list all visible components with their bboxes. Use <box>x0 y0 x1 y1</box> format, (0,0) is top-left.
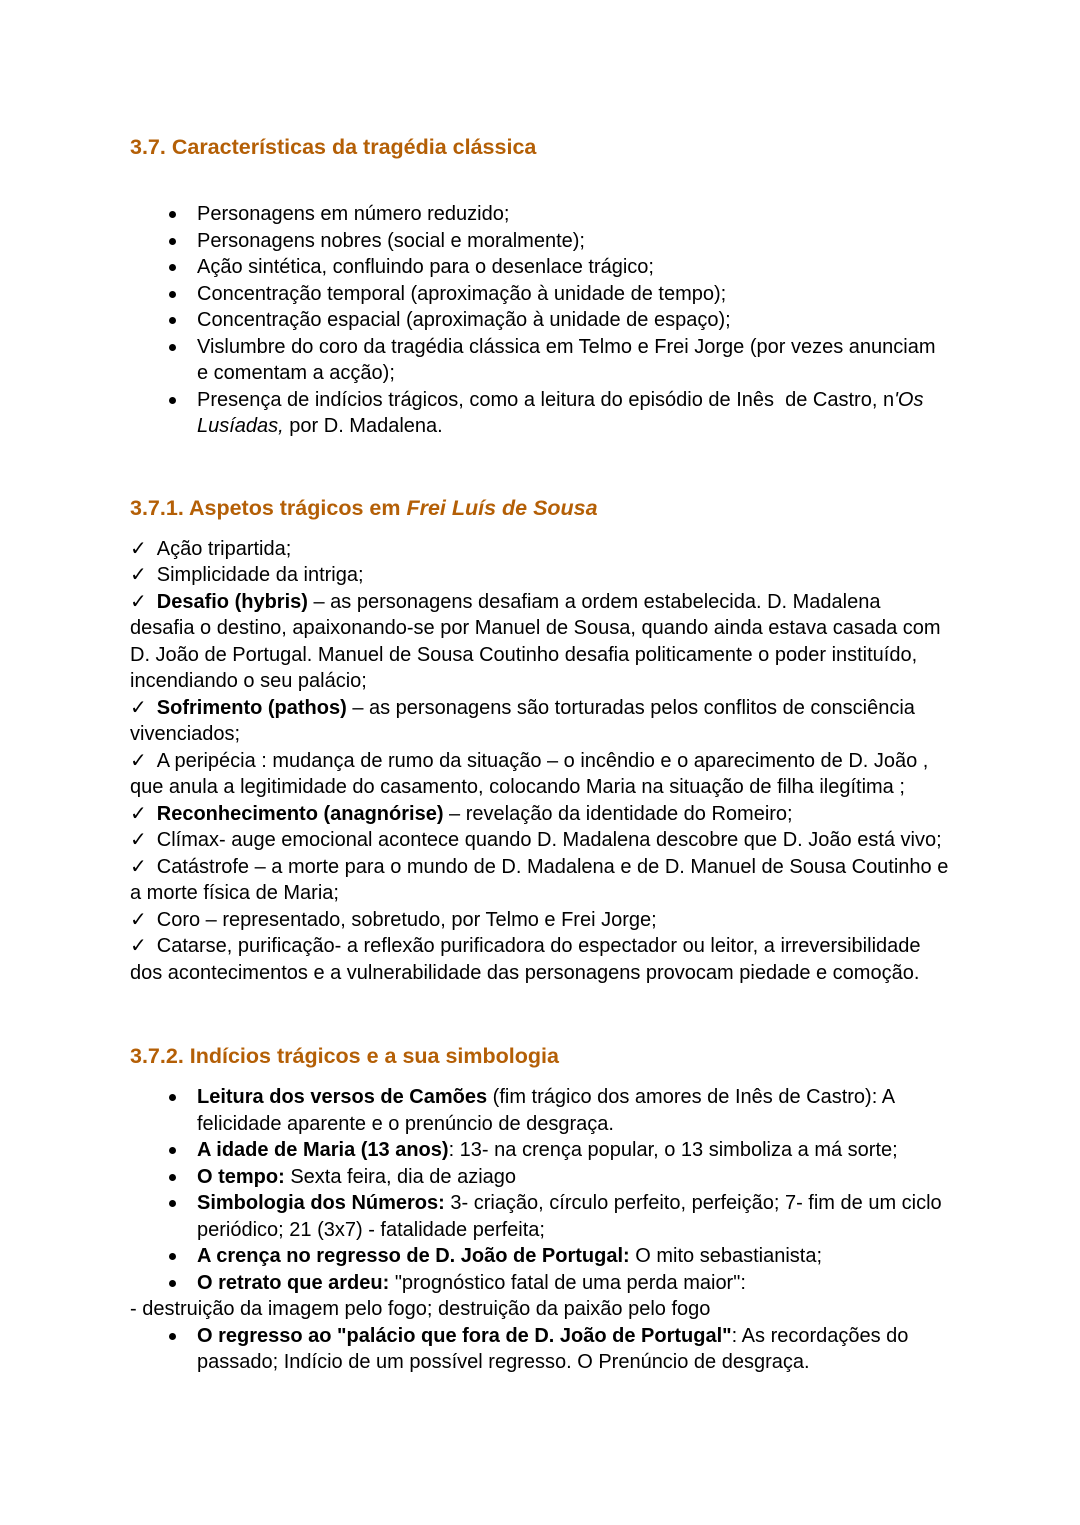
text-run: : As recordações do passado; Indício de um possível regresso. O Prenúncio de desgraça. <box>197 1324 914 1373</box>
text-run: Ação tripartida; <box>156 537 292 560</box>
fire-destruction-note <box>130 1296 950 1323</box>
bullet-icon <box>169 397 176 404</box>
check-list-item <box>130 589 950 695</box>
text-run: Catarse, purificação- a reflexão purificadora do espectador ou leitor, a irreversibilidade dos acontecimentos e a vulnerabilidade das personagens provocam piedade e comoção. <box>130 935 927 984</box>
text-run: O tempo: <box>197 1165 285 1188</box>
text-run: Presença de indícios trágicos, como a leitura do episódio de Inês de Castro, n <box>197 388 895 411</box>
bullet-icon <box>169 317 176 324</box>
bullet-icon <box>169 264 176 271</box>
bullet-icon <box>169 344 176 351</box>
bullet-icon <box>169 1174 176 1181</box>
text-run: 3.7. Características da tragédia clássica <box>130 135 537 159</box>
check-icon: ✓ <box>130 908 147 931</box>
check-icon: ✓ <box>130 696 147 719</box>
text-run: Catástrofe – a morte para o mundo de D. Madalena e de D. Manuel de Sousa Coutinho e a morte física de Maria; <box>130 855 954 904</box>
check-list-item <box>130 536 950 563</box>
check-list-item <box>130 907 950 934</box>
text-run: 3.7.1. Aspetos trágicos em <box>130 495 407 520</box>
tragic-omens-list <box>130 1084 950 1296</box>
text-run: Personagens nobres (social e moralmente); <box>197 229 585 252</box>
tragic-aspects-list <box>130 536 954 987</box>
list-item <box>130 228 950 255</box>
list-item <box>130 1243 950 1270</box>
check-list-item <box>130 854 954 907</box>
text-run: Concentração temporal (aproximação à unidade de tempo); <box>197 282 727 305</box>
list-item <box>130 1084 950 1137</box>
text-run: – as personagens são torturadas pelos conflitos de consciência vivenciados; <box>130 696 921 745</box>
text-run: O regresso ao "palácio que fora de D. João de Portugal" <box>197 1324 732 1347</box>
palace-return-list <box>130 1323 950 1376</box>
text-run: Coro – representado, sobretudo, por Telmo e Frei Jorge; <box>156 908 657 931</box>
text-run: : 13- na crença popular, o 13 simboliza a má sorte; <box>448 1139 898 1161</box>
text-run: 'Os Lusíadas, <box>197 388 929 437</box>
text-run: Vislumbre do coro da tragédia clássica em Telmo e Frei Jorge (por vezes anunciam e comentam a acção); <box>197 335 942 384</box>
section-3-7-1-heading <box>130 494 950 522</box>
text-run: Desafio (hybris) <box>156 590 308 613</box>
text-run: - destruição da imagem pelo fogo; destruição da paixão pelo fogo <box>130 1298 711 1320</box>
list-item <box>130 281 950 308</box>
bullet-icon <box>169 1147 176 1154</box>
classical-tragedy-features-list <box>130 201 950 440</box>
text-run: A peripécia : mudança de rumo da situação – o incêndio e o aparecimento de D. João , que anula a legitimidade do casamento, colocando Maria na situação de filha ilegítima ; <box>130 749 934 798</box>
bullet-icon <box>169 1200 176 1207</box>
bullet-icon <box>169 1094 176 1101</box>
text-run: por D. Madalena. <box>283 415 443 437</box>
bullet-icon <box>169 291 176 298</box>
check-icon: ✓ <box>130 749 147 772</box>
text-run: A idade de Maria (13 anos) <box>197 1139 449 1161</box>
text-run: O mito sebastianista; <box>629 1245 823 1267</box>
text-run: Frei Luís de Sousa <box>406 495 598 520</box>
check-icon: ✓ <box>130 590 147 613</box>
list-item <box>130 1164 950 1191</box>
text-run: Clímax- auge emocional acontece quando D. Madalena descobre que D. João está vivo; <box>156 829 942 851</box>
check-icon: ✓ <box>130 935 147 957</box>
list-item <box>130 307 950 334</box>
check-list-item <box>130 933 950 986</box>
list-item <box>130 1270 950 1297</box>
text-run: Simplicidade da intriga; <box>156 564 364 586</box>
text-run: (fim trágico dos amores de Inês de Castro): A felicidade aparente e o prenúncio de desgraça. <box>197 1086 900 1135</box>
text-run: Leitura dos versos de Camões <box>197 1086 488 1108</box>
section-3-7-2-heading <box>130 1042 950 1070</box>
text-run: O retrato que ardeu: <box>197 1271 390 1294</box>
check-icon: ✓ <box>130 802 147 825</box>
text-run: Sofrimento (pathos) <box>156 696 347 719</box>
check-list-item <box>130 695 950 748</box>
text-run: Simbologia dos Números: <box>197 1192 445 1214</box>
check-list-item <box>130 748 950 801</box>
check-icon: ✓ <box>130 537 147 560</box>
list-item <box>130 201 950 228</box>
text-run: 3.7.2. Indícios trágicos e a sua simbologia <box>130 1044 559 1068</box>
section-3-7-heading <box>130 133 950 161</box>
check-list-item <box>130 827 950 854</box>
text-run: A crença no regresso de D. João de Portugal: <box>197 1245 630 1267</box>
bullet-icon <box>169 238 176 245</box>
check-icon: ✓ <box>130 855 147 878</box>
check-icon: ✓ <box>130 829 147 851</box>
list-item <box>130 1137 950 1164</box>
bullet-icon <box>169 1333 176 1340</box>
list-item <box>130 334 950 387</box>
list-item <box>130 387 950 440</box>
list-item <box>130 1323 950 1376</box>
text-run: Personagens em número reduzido; <box>197 203 510 225</box>
text-run: – as personagens desafiam a ordem estabelecida. D. Madalena desafia o destino, apaixonando-se por Manuel de Sousa, quando ainda estava casada com D. João de Portugal. Manuel de Sousa Coutinho desafia politicamente o poder instituído, incendiando o seu palácio; <box>130 590 947 692</box>
text-run: Concentração espacial (aproximação à unidade de espaço); <box>197 309 731 331</box>
bullet-icon <box>169 211 176 218</box>
check-icon: ✓ <box>130 564 147 586</box>
text-run: "prognóstico fatal de uma perda maior": <box>389 1271 746 1294</box>
bullet-icon <box>169 1253 176 1260</box>
text-run: – revelação da identidade do Romeiro; <box>443 802 793 825</box>
text-run: Reconhecimento (anagnórise) <box>156 802 444 825</box>
list-item <box>130 1190 950 1243</box>
bullet-icon <box>169 1280 176 1287</box>
text-run: Ação sintética, confluindo para o desenlace trágico; <box>197 256 654 278</box>
check-list-item <box>130 801 950 828</box>
text-run: 3- criação, círculo perfeito, perfeição; 7- fim de um ciclo periódico; 21 (3x7) - fatalidade perfeita; <box>197 1192 948 1241</box>
check-list-item <box>130 562 950 589</box>
text-run: Sexta feira, dia de aziago <box>284 1165 517 1188</box>
list-item <box>130 254 950 281</box>
document-content <box>130 133 954 1376</box>
